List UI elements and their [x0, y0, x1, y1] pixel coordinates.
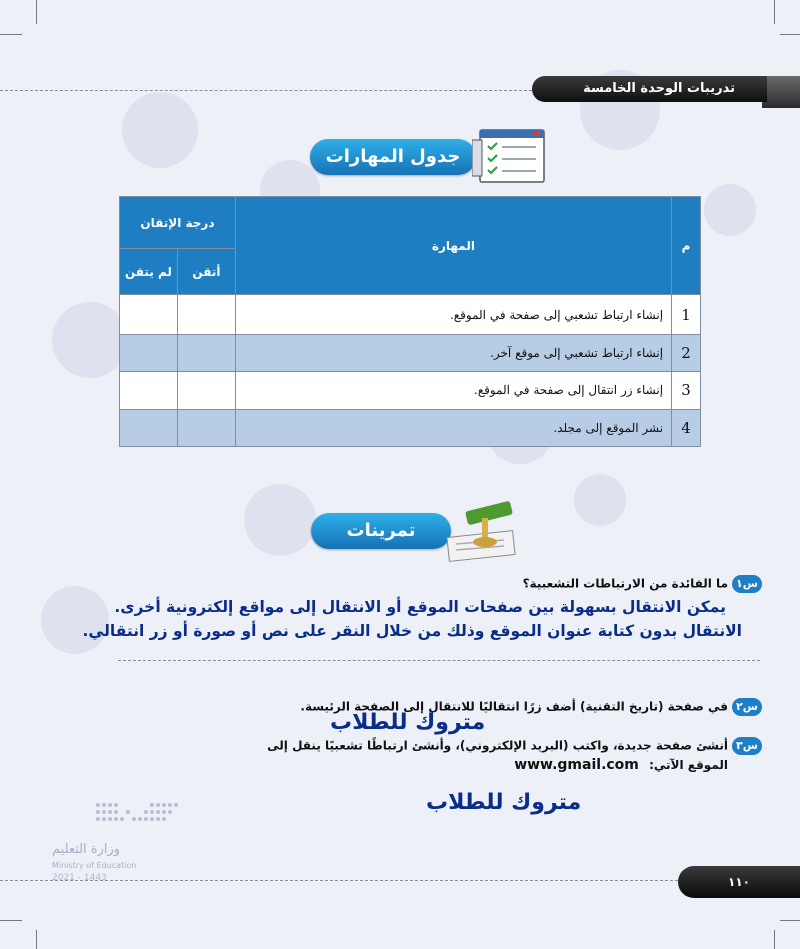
skills-section-title	[310, 139, 476, 175]
left-for-students-1: متروك للطلاب	[330, 710, 486, 735]
checklist-icon	[472, 126, 548, 188]
page-number: ١١٠	[678, 866, 800, 898]
documents-icon	[444, 500, 520, 564]
table-row	[120, 295, 701, 334]
answer-1-line-2: الانتقال بدون كتابة عنوان الموقع وذلك من خلال النقر على نص أو صورة أو زر انتقالي.	[82, 622, 742, 640]
question-text: في صفحة (تاريخ التقنية) أضف زرًا انتقاليًا للانتقال إلى الصفحة الرئيسة.	[300, 699, 728, 714]
question-badge: س٢	[732, 698, 762, 716]
answer-rule	[118, 660, 760, 661]
ministry-name-ar: وزارة التعليم	[52, 842, 121, 857]
ministry-year: 2021 - 1443	[52, 873, 107, 883]
crop-mark	[774, 0, 775, 24]
skills-table	[119, 196, 701, 447]
table-row	[120, 409, 701, 446]
footer-rule	[0, 880, 678, 881]
not-mastered-cell[interactable]	[120, 371, 178, 409]
target-url: www.gmail.com	[514, 757, 639, 773]
header-rule	[0, 90, 532, 91]
exercises-section-title	[311, 513, 451, 549]
mastered-cell[interactable]	[177, 334, 235, 371]
question-3-line-2	[514, 757, 728, 773]
col-not-mastered-header: لم يتقن	[120, 249, 178, 295]
mastered-cell[interactable]	[177, 371, 235, 409]
skill-text: إنشاء ارتباط تشعبي إلى صفحة في الموقع.	[235, 295, 671, 334]
col-mastered-header: أتقن	[177, 249, 235, 295]
question-3	[267, 737, 762, 755]
row-number: 3	[672, 371, 701, 409]
row-number: 4	[672, 409, 701, 446]
unit-title: تدريبات الوحدة الخامسة	[583, 81, 735, 96]
unit-title-tab	[532, 76, 767, 102]
row-number: 2	[672, 334, 701, 371]
ministry-name-en: Ministry of Education	[52, 861, 137, 870]
not-mastered-cell[interactable]	[120, 409, 178, 446]
question-text: أنشئ صفحة جديدة، واكتب (البريد الإلكتروني)، وأنشئ ارتباطًا تشعبيًا ينقل إلى	[267, 738, 728, 753]
table-row	[120, 371, 701, 409]
crop-mark	[774, 930, 775, 949]
not-mastered-cell[interactable]	[120, 295, 178, 334]
header-corner	[762, 76, 800, 108]
col-mastery-header: درجة الإتقان	[120, 197, 236, 249]
ministry-logo-icon	[92, 799, 184, 829]
mastered-cell[interactable]	[177, 409, 235, 446]
crop-mark	[36, 930, 37, 949]
mastered-cell[interactable]	[177, 295, 235, 334]
crop-mark	[36, 0, 37, 24]
skills-section-label: جدول المهارات	[325, 146, 461, 167]
crop-mark	[0, 34, 22, 35]
left-for-students-2: متروك للطلاب	[426, 790, 582, 815]
crop-mark	[780, 34, 800, 35]
skill-text: نشر الموقع إلى مجلد.	[235, 409, 671, 446]
not-mastered-cell[interactable]	[120, 334, 178, 371]
question-1	[523, 575, 762, 593]
crop-mark	[780, 920, 800, 921]
crop-mark	[0, 920, 22, 921]
skill-text: إنشاء ارتباط تشعبي إلى موقع آخر.	[235, 334, 671, 371]
skill-text: إنشاء زر انتقال إلى صفحة في الموقع.	[235, 371, 671, 409]
question-badge: س٣	[732, 737, 762, 755]
question-text: الموقع الآتي:	[649, 758, 728, 772]
answer-1-line-1: يمكن الانتقال بسهولة بين صفحات الموقع أو الانتقال إلى مواقع إلكترونية أخرى.	[114, 598, 726, 616]
col-num-header: م	[672, 197, 701, 295]
exercises-section-label: تمرينات	[346, 520, 416, 541]
table-row	[120, 334, 701, 371]
question-text: ما الفائدة من الارتباطات التشعبية؟	[522, 576, 728, 591]
col-skill-header: المهارة	[235, 197, 671, 295]
row-number: 1	[672, 295, 701, 334]
question-badge: س١	[732, 575, 762, 593]
